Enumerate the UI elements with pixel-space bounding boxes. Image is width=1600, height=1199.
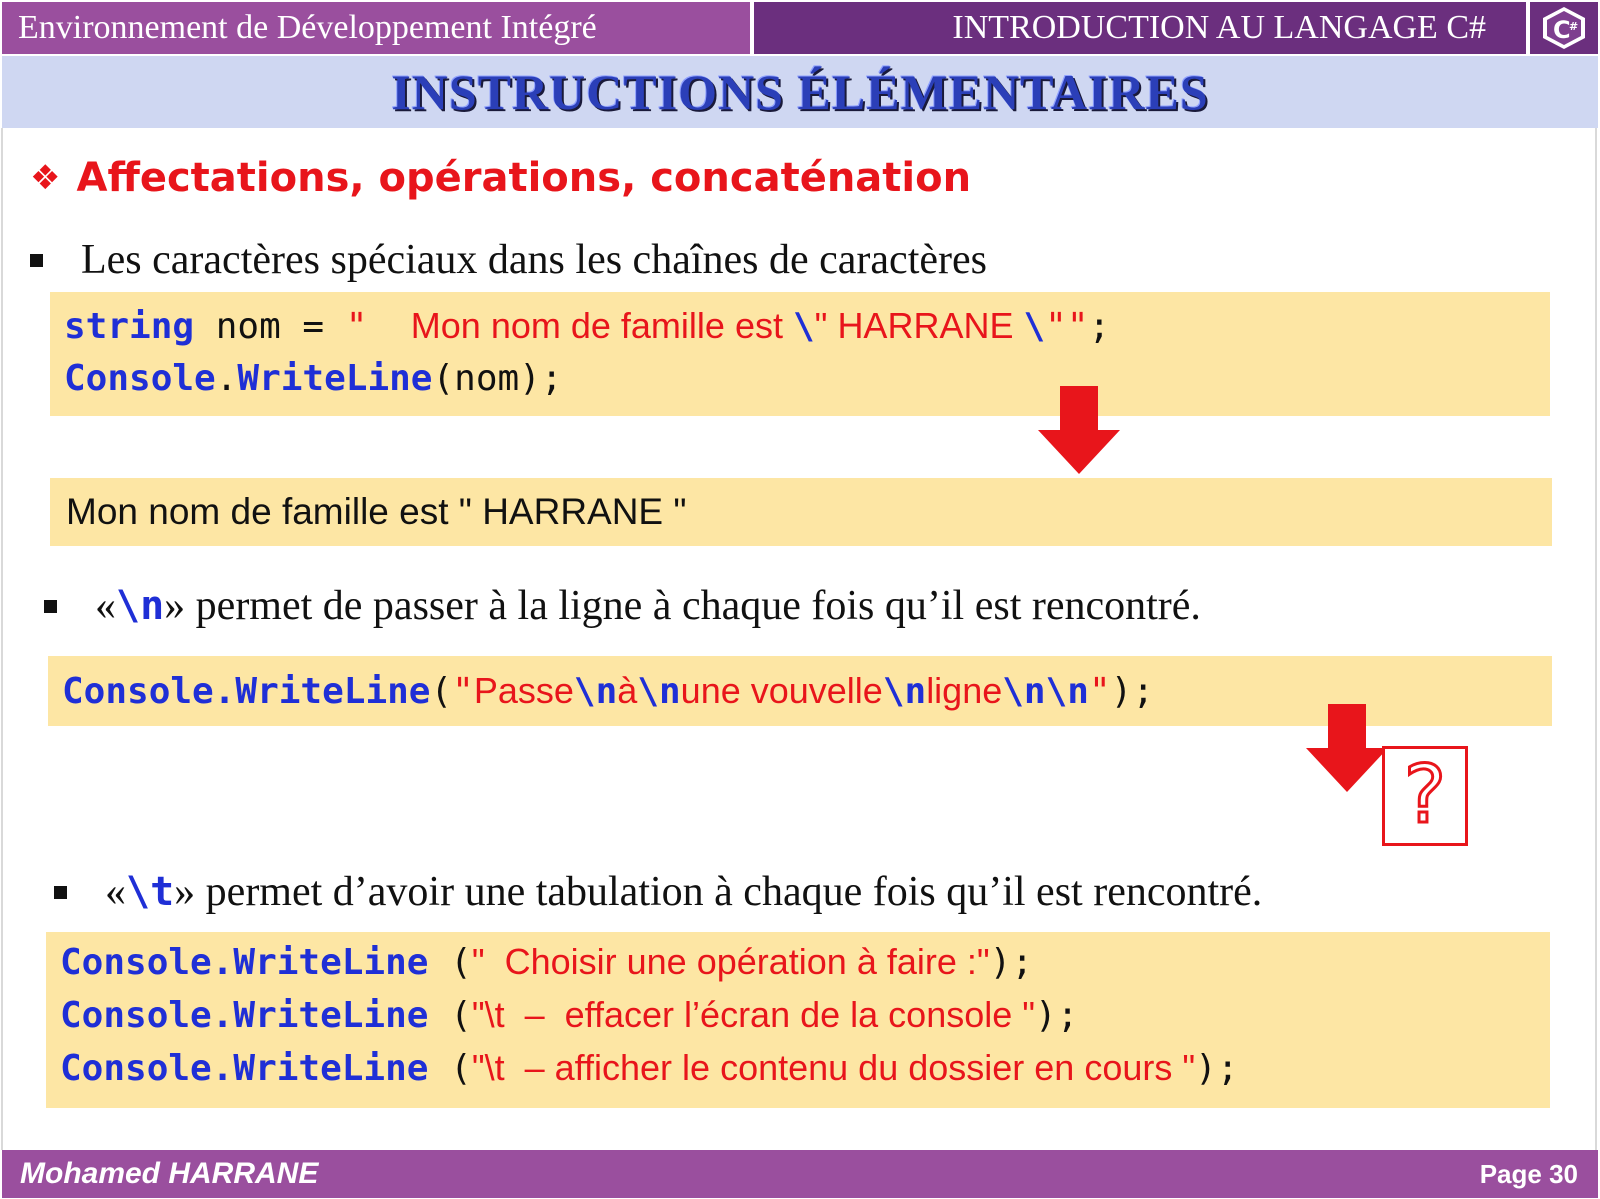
string-literal: " HARRANE xyxy=(814,305,1024,346)
code-block-escape-quotes xyxy=(50,292,1550,416)
square-bullet-icon xyxy=(30,254,43,267)
section-heading-text: Affectations, opérations, concaténation xyxy=(76,155,972,201)
header-left-title: Environnement de Développement Intégré xyxy=(2,2,750,54)
string-literal: une vouvelle xyxy=(680,669,883,711)
code-text: ( xyxy=(428,942,472,983)
code-text: (nom); xyxy=(432,358,563,399)
diamond-bullet-icon: ❖ xyxy=(30,158,61,198)
slide-title-band xyxy=(2,56,1598,128)
console-writeline: Console.WriteLine xyxy=(60,942,429,983)
question-box xyxy=(1382,746,1468,846)
string-literal: à xyxy=(617,669,638,711)
string-literal: "\t – afficher le contenu du dossier en cours " xyxy=(471,1047,1196,1088)
code-text: . xyxy=(215,358,238,399)
bullet-text-rest: » permet de passer à la ligne à chaque fois qu’il est rencontré. xyxy=(164,583,1201,629)
keyword-string: string xyxy=(64,306,195,347)
bullet-tab xyxy=(54,864,1262,920)
output-text: Mon nom de famille est " HARRANE " xyxy=(66,491,687,532)
method-writeline: WriteLine xyxy=(235,670,431,712)
code-text: ); xyxy=(1110,670,1154,712)
code-text: ; xyxy=(1088,306,1111,347)
string-quote: " xyxy=(452,670,474,712)
down-arrow-icon xyxy=(1306,704,1388,792)
code-dot: . xyxy=(213,670,236,712)
footer-bar xyxy=(2,1150,1598,1198)
string-literal: " Choisir une opération à faire :" xyxy=(471,941,990,982)
question-mark-icon xyxy=(1395,754,1455,838)
escape-backslash: \ xyxy=(1023,306,1046,347)
code-text: nom = xyxy=(194,306,346,347)
svg-text:C: C xyxy=(1553,16,1571,44)
class-console: Console xyxy=(64,358,216,399)
code-text: ); xyxy=(989,942,1034,983)
string-literal: "\t – effacer l’écran de la console " xyxy=(471,994,1036,1035)
footer-author: Mohamed HARRANE xyxy=(20,1157,319,1190)
code-block-tab xyxy=(46,932,1550,1108)
bullet-text-rest: » permet d’avoir une tabulation à chaque fois qu’il est rencontré. xyxy=(174,869,1263,915)
section-heading xyxy=(30,150,971,206)
escape-n: \n xyxy=(882,670,927,712)
string-quote: " xyxy=(345,306,411,347)
slide-title: INSTRUCTIONS ÉLÉMENTAIRES xyxy=(391,64,1209,120)
code-line xyxy=(62,665,1154,718)
code-text: ( xyxy=(428,995,472,1036)
bullet-special-chars xyxy=(30,232,987,288)
code-line xyxy=(64,353,1550,405)
svg-text:#: # xyxy=(1569,20,1579,33)
class-console: Console xyxy=(62,670,214,712)
code-text: ); xyxy=(1195,1048,1239,1089)
escape-n: \n xyxy=(637,670,681,712)
code-text: ( xyxy=(430,670,453,712)
page-number: Page 30 xyxy=(1479,1159,1578,1189)
down-arrow-icon xyxy=(1038,386,1120,474)
escape-backslash: \ xyxy=(792,306,815,347)
csharp-logo-icon xyxy=(1530,2,1598,54)
string-literal: Passe xyxy=(473,669,574,711)
string-literal: ligne xyxy=(926,669,1003,711)
method-writeline: WriteLine xyxy=(237,358,433,399)
string-literal: Mon nom de famille est xyxy=(410,305,793,346)
code-text: ( xyxy=(428,1048,472,1089)
square-bullet-icon xyxy=(54,886,67,899)
bullet-text: Les caractères spéciaux dans les chaînes de caractères xyxy=(81,237,987,283)
code-line xyxy=(60,936,1550,989)
escape-n: \n\n xyxy=(1002,670,1089,712)
square-bullet-icon xyxy=(44,600,57,613)
bullet-text-open: « xyxy=(105,869,126,915)
console-writeline: Console.WriteLine xyxy=(60,995,429,1036)
bullet-text-open: « xyxy=(95,583,116,629)
code-line xyxy=(64,300,1550,353)
string-quote: "" xyxy=(1045,306,1089,347)
code-text: ); xyxy=(1035,995,1079,1036)
output-block xyxy=(50,478,1552,546)
escape-t: \t xyxy=(126,869,175,915)
console-writeline: Console.WriteLine xyxy=(60,1048,429,1089)
string-quote: " xyxy=(1088,670,1111,712)
escape-n: \n xyxy=(116,583,165,629)
header-right-title: INTRODUCTION AU LANGAGE C# xyxy=(754,2,1526,54)
code-line xyxy=(60,1042,1550,1095)
bullet-newline xyxy=(44,578,1201,634)
question-mark-glyph: ? xyxy=(1403,754,1447,838)
escape-n: \n xyxy=(573,670,618,712)
code-line xyxy=(60,989,1550,1042)
